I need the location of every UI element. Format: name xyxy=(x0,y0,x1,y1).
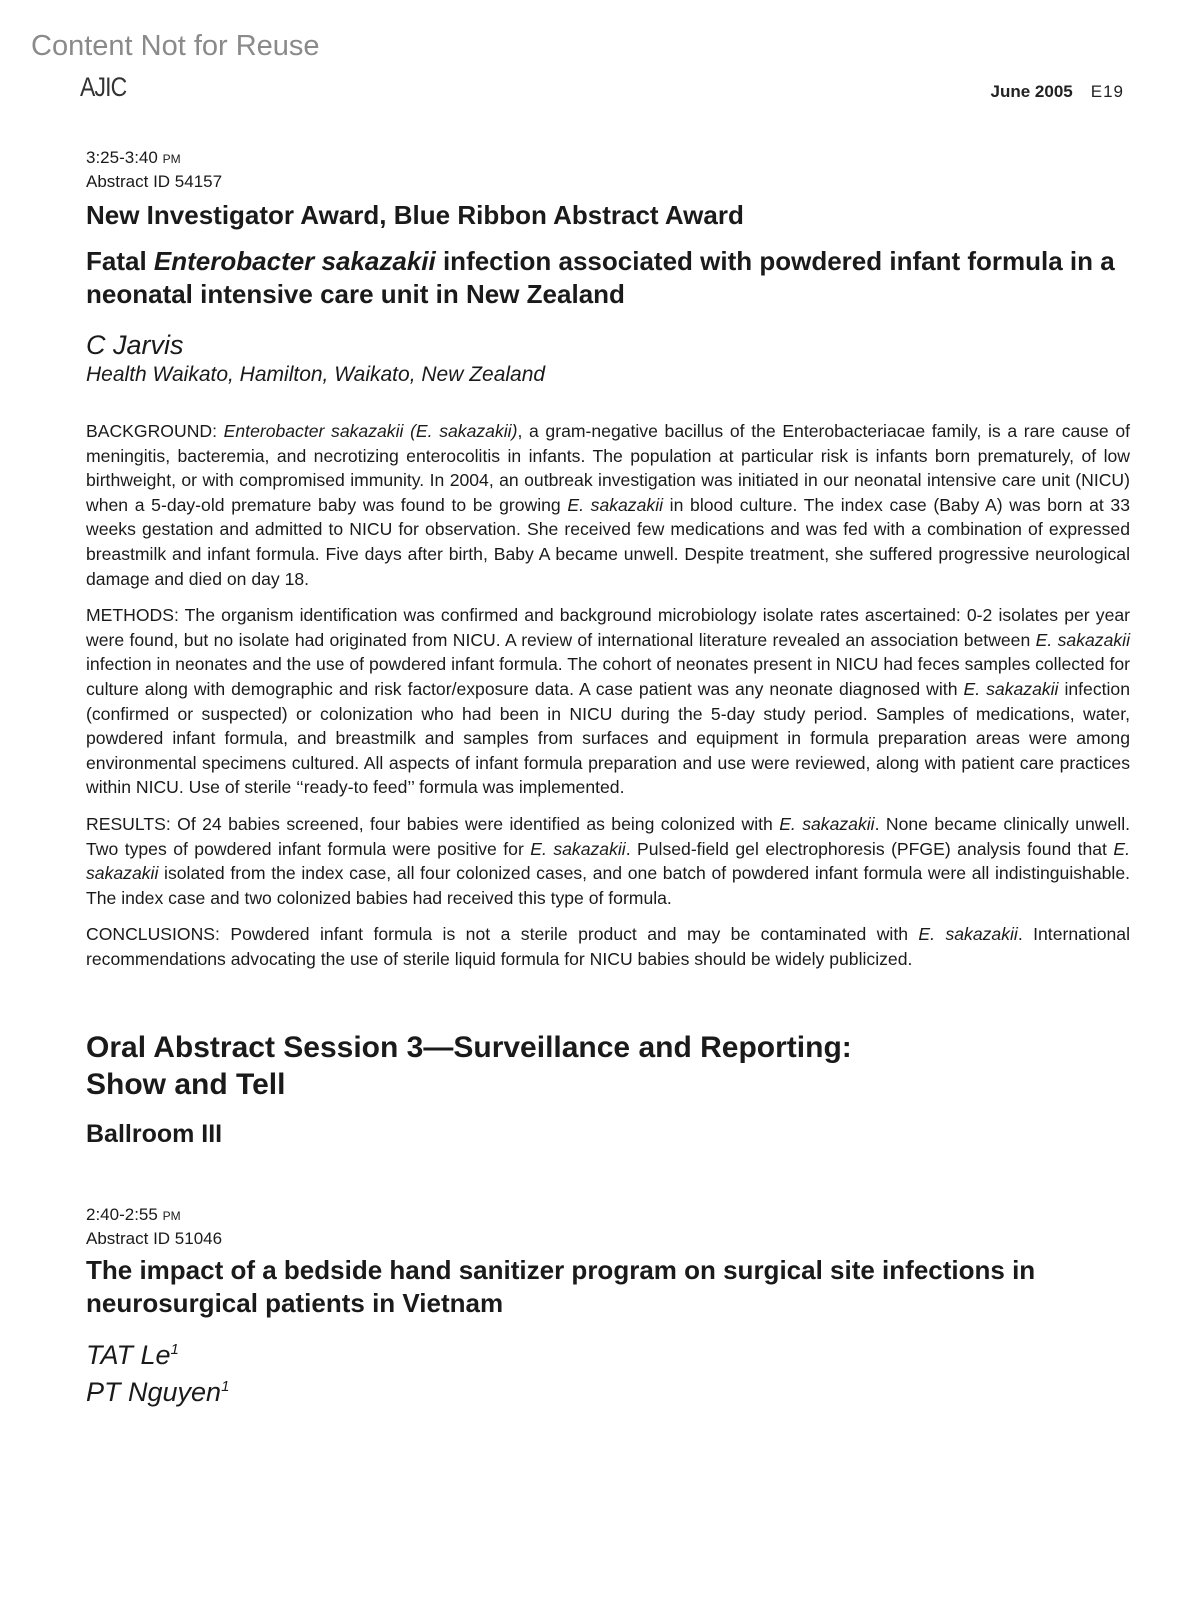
award-heading: New Investigator Award, Blue Ribbon Abstract Award xyxy=(86,200,744,230)
abstract-id: Abstract ID 54157 xyxy=(86,172,223,191)
watermark: Content Not for Reuse xyxy=(31,30,320,62)
conclusions-paragraph: CONCLUSIONS: Powdered infant formula is not a sterile product and may be contaminated with E. sakazakii. International recommendations advocating the use of sterile liquid formula for NICU babies should be widely publicized. xyxy=(86,924,1130,969)
abstract-time: 2:40-2:55 PM xyxy=(86,1205,181,1225)
affiliation: Health Waikato, Hamilton, Waikato, New Zealand xyxy=(86,363,546,386)
abstract-title: The impact of a bedside hand sanitizer program on surgical site infections in neurosurgical patients in Vietnam xyxy=(86,1255,1036,1319)
abstract-2 xyxy=(86,1203,1130,1408)
background-paragraph: BACKGROUND: Enterobacter sakazakii (E. sakazakii), a gram-negative bacillus of the Enterobacteriacae family, is a rare cause of meningitis, bacteremia, and necrotizing enterocolitis in infants. The population at particular risk is infants born prematurely, of low birthweight, or with compromised immunity. In 2004, an outbreak investigation was initiated in our neonatal intensive care unit (NICU) when a 5-day-old premature baby was found to be growing E. sakazakii in blood culture. The index case (Baby A) was born at 33 weeks gestation and admitted to NICU for observation. She received few medications and was fed with a combination of expressed breastmilk and infant formula. Five days after birth, Baby A became unwell. Despite treatment, she suffered progressive neurological damage and died on day 18. xyxy=(86,421,1130,589)
author: PT Nguyen$^1$ xyxy=(86,1377,230,1408)
abstract-title: Fatal Enterobacter sakazakii infection associated with powdered infant formula in a neonatal intensive care unit in New Zealand xyxy=(86,246,1115,309)
session-header xyxy=(86,1029,1130,1149)
abstract-1 xyxy=(86,146,1130,971)
page-number: E19 xyxy=(1090,82,1124,101)
abstract-time: 3:25-3:40 PM xyxy=(86,148,181,167)
journal-logo: AJIC xyxy=(80,72,127,102)
results-paragraph: RESULTS: Of 24 babies screened, four babies were identified as being colonized with E. sakazakii. None became clinically unwell. Two types of powdered infant formula were positive for E. sakazakii. Pulsed-field gel electrophoresis (PFGE) analysis found that E. sakazakii isolated from the index case, all four colonized cases, and one batch of powdered infant formula were all indistinguishable. The index case and two colonized babies had received this type of formula. xyxy=(86,813,1131,908)
session-room: Ballroom III xyxy=(86,1120,223,1149)
methods-paragraph: METHODS: The organism identification was confirmed and background microbiology isolate rates ascertained: 0-2 isolates per year were found, but no isolate had originated from NICU. A review of international literature revealed an association between E. sakazakii infection in neonates and the use of powdered infant formula. The cohort of neonates present in NICU had feces samples collected for culture along with demographic and risk factor/exposure data. A case patient was any neonate diagnosed with E. sakazakii infection (confirmed or suspected) or colonization who had been in NICU during the 5-day study period. Samples of medications, water, powdered infant formula, and breastmilk and samples from surfaces and equipment in formula preparation areas were among environmental specimens cultured. All aspects of infant formula preparation and use were reviewed, along with patient care practices within NICU. Use of sterile ‘‘ready-to feed’’ formula was implemented. xyxy=(86,605,1131,798)
page-content xyxy=(86,146,1130,1408)
issue-date: June 2005 xyxy=(990,82,1073,101)
running-head xyxy=(991,82,1124,102)
author: TAT Le$^1$ xyxy=(86,1340,179,1371)
author: C Jarvis xyxy=(86,330,184,360)
abstract-id: Abstract ID 51046 xyxy=(86,1229,223,1249)
session-title: Oral Abstract Session 3—Surveillance and Reporting: Show and Tell xyxy=(86,1031,852,1102)
